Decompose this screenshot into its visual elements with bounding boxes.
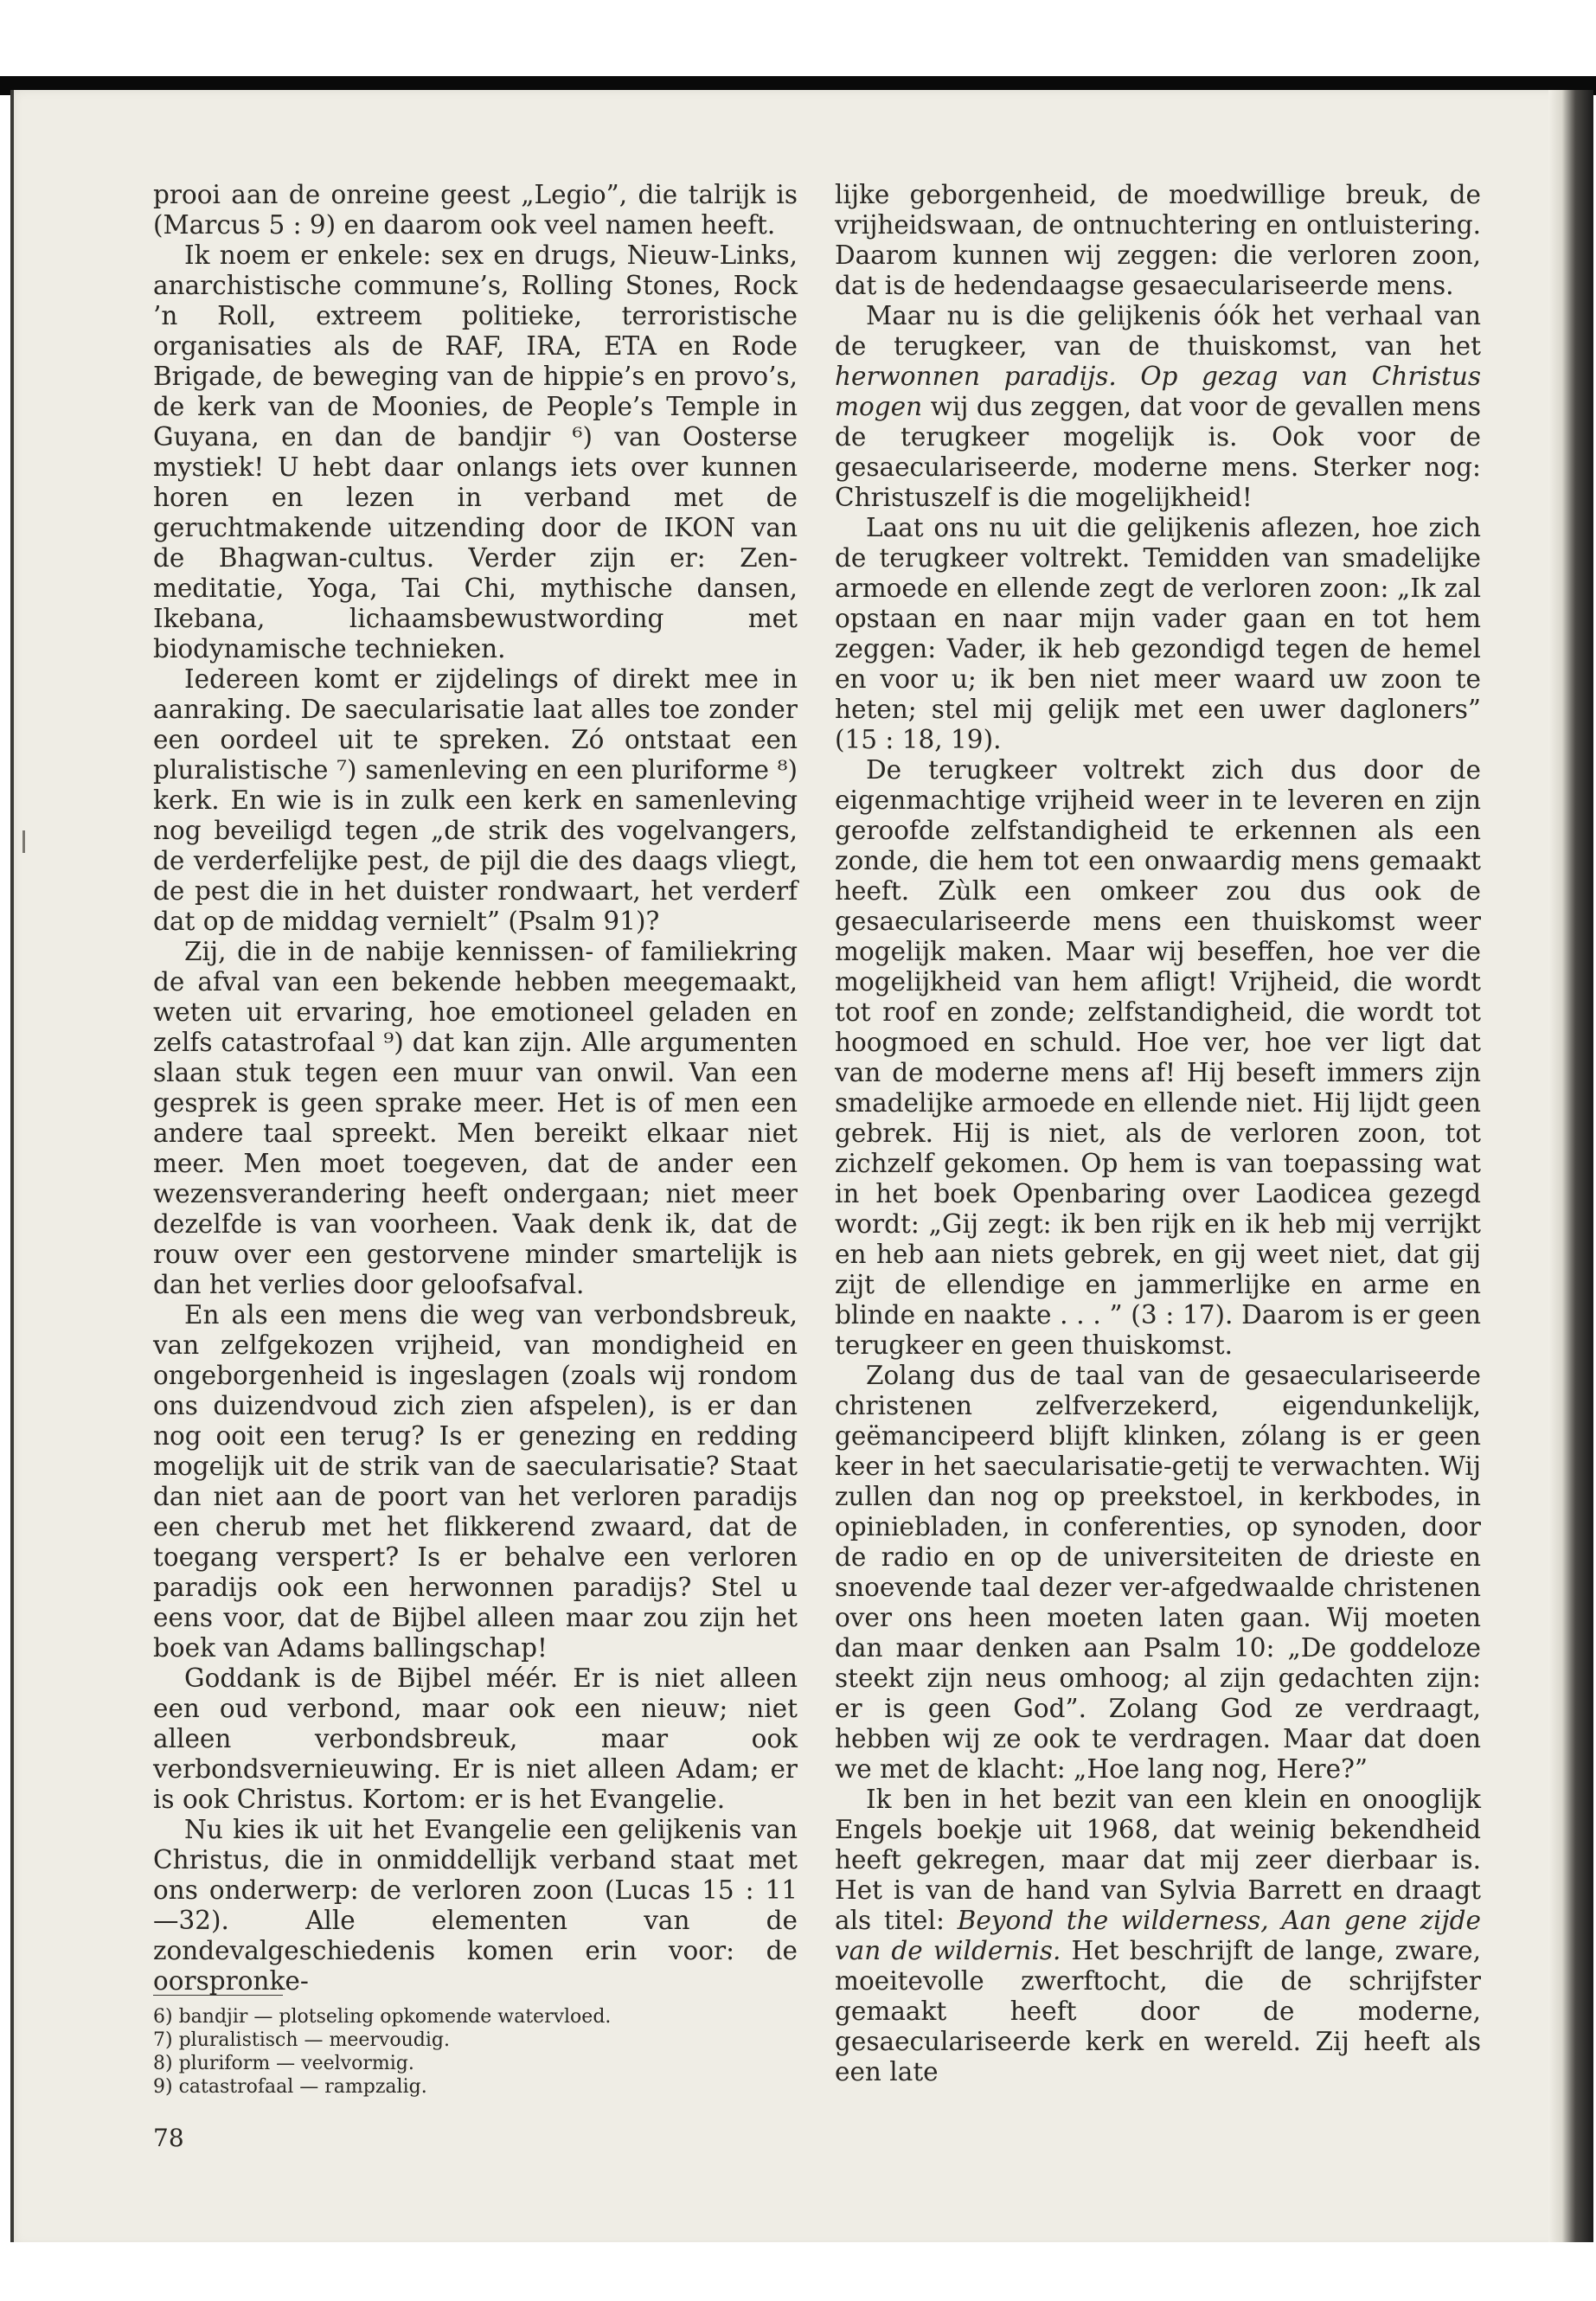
footnote: 9) catastrofaal — rampzalig. xyxy=(153,2076,427,2098)
book-spine-shadow xyxy=(1548,90,1593,2253)
left-text-column xyxy=(153,180,798,1997)
italic-text: herwonnen paradijs. Op gezag van Christus mogen xyxy=(835,362,1481,421)
paragraph-text: wij dus zeggen, dat voor de gevallen mens de terugkeer mogelijk is. Ook voor de gesaeculariseerde, moderne mens. Sterker nog: Christuszelf is die mogelijkheid! xyxy=(835,392,1481,512)
paragraph xyxy=(835,301,1481,513)
paragraph: Ik noem er enkele: sex en drugs, Nieuw-Links, anarchistische commune’s, Rolling Stones, Rock ’n Roll, extreem politieke, terroristische organisaties als de RAF, IRA, ETA en Rode Brigade, de beweging van de hippie’s en provo’s, de kerk van de Moonies, de People’s Temple in Guyana, en dan de bandjir ⁶) van Oosterse mystiek! U hebt daar onlangs iets over kunnen horen en lezen in verband met de geruchtmakende uitzending door de IKON van de Bhagwan-cultus. Verder zijn er: Zen-meditatie, Yoga, Tai Chi, mythische dansen, Ikebana, lichaamsbewustwording met biodynamische technieken. xyxy=(153,240,798,663)
footnote: 7) pluralistisch — meervoudig. xyxy=(153,2029,450,2051)
page-number: 78 xyxy=(153,2124,184,2152)
footnote: 6) bandjir — plotseling opkomende watervloed. xyxy=(153,2006,612,2028)
paragraph-text: Maar nu is die gelijkenis óók het verhaal van de terugkeer, van de thuiskomst, van het xyxy=(835,301,1481,361)
paragraph: Goddank is de Bijbel méér. Er is niet alleen een oud verbond, maar ook een nieuw; niet alleen verbondsbreuk, maar ook verbondsvernieuwing. Er is niet alleen Adam; er is ook Christus. Kortom: er is het Evangelie. xyxy=(153,1663,798,1814)
footnote: 8) pluriform — veelvormig. xyxy=(153,2053,414,2074)
paragraph: Zij, die in de nabije kennissen- of familiekring de afval van een bekende hebben meegemaakt, weten uit ervaring, hoe emotioneel geladen en zelfs catastrofaal ⁹) dat kan zijn. Alle argumenten slaan stuk tegen een muur van onwil. Van een gesprek is geen sprake meer. Het is of men een andere taal spreekt. Men bereikt elkaar niet meer. Men moet toegeven, dat de ander een wezensverandering heeft ondergaan; niet meer dezelfde is van voorheen. Vaak denk ik, dat de rouw over een gestorvene minder smartelijk is dan het verlies door geloofsafval. xyxy=(153,937,798,1299)
footnotes xyxy=(153,2005,798,2099)
paragraph: Laat ons nu uit die gelijkenis aflezen, hoe zich de terugkeer voltrekt. Temidden van smadelijke armoede en ellende zegt de verloren zoon: „Ik zal opstaan en naar mijn vader gaan en tot hem zeggen: Vader, ik heb gezondigd tegen de hemel en voor u; ik ben niet meer waard uw zoon te heten; stel mij gelijk met een uwer dagloners” (15 : 18, 19). xyxy=(835,513,1481,754)
scan-bottom-margin xyxy=(0,2242,1596,2301)
book-title-italic: Beyond the wilderness, Aan gene zijde van de wildernis. xyxy=(835,1906,1481,1965)
footnote-divider xyxy=(153,1995,283,1996)
paragraph: lijke geborgenheid, de moedwillige breuk, de vrijheidswaan, de ontnuchtering en ontluistering. Daarom kunnen wij zeggen: die verloren zoon, dat is de hedendaagse gesaeculariseerde mens. xyxy=(835,180,1481,300)
right-text-column xyxy=(835,180,1481,2087)
paragraph: prooi aan de onreine geest „Legio”, die talrijk is (Marcus 5 : 9) en daarom ook veel namen heeft. xyxy=(153,180,798,240)
paragraph: Zolang dus de taal van de gesaeculariseerde christenen zelfverzekerd, eigendunkelijk, geëmancipeerd blijft klinken, zólang is er geen keer in het saecularisatie-getij te verwachten. Wij zullen dan nog op preekstoel, in kerkbodes, in opiniebladen, in conferenties, op synoden, door de radio en op de universiteiten de drieste en snoevende taal dezer ver-afgedwaalde christenen over ons heen moeten laten gaan. Wij moeten dan maar denken aan Psalm 10: „De goddeloze steekt zijn neus omhoog; al zijn gedachten zijn: er is geen God”. Zolang God ze verdraagt, hebben wij ze ook te verdragen. Maar dat doen we met de klacht: „Hoe lang nog, Here?” xyxy=(835,1361,1481,1784)
paragraph-text: Het beschrijft de lange, zware, moeitevolle zwerftocht, die de schrijfster gemaakt heeft door de moderne, gesaeculariseerde kerk en wereld. Zij heeft als een late xyxy=(835,1936,1481,2086)
paragraph: Iedereen komt er zijdelings of direkt mee in aanraking. De saecularisatie laat alles toe zonder een oordeel uit te spreken. Zó ontstaat een pluralistische ⁷) samenleving en een pluriforme ⁸) kerk. En wie is in zulk een kerk en samenleving nog beveiligd tegen „de strik des vogelvangers, de verderfelijke pest, de pijl die des daags vliegt, de pest die in het duister rondwaart, het verderf dat op de middag vernielt” (Psalm 91)? xyxy=(153,664,798,936)
paragraph: En als een mens die weg van verbondsbreuk, van zelfgekozen vrijheid, van mondigheid en ongeborgenheid is ingeslagen (zoals wij rondom ons duizendvoud zich zien afspelen), is er dan nog ooit een terug? Is er genezing en redding mogelijk uit de strik van de saecularisatie? Staat dan niet aan de poort van het verloren paradijs een cherub met het flikkerend zwaard, dat de toegang verspert? Is er behalve een verloren paradijs ook een herwonnen paradijs? Stel u eens voor, dat de Bijbel alleen maar zou zijn het boek van Adams ballingschap! xyxy=(153,1300,798,1663)
paragraph: Nu kies ik uit het Evangelie een gelijkenis van Christus, die in onmiddellijk verband staat met ons onderwerp: de verloren zoon (Lucas 15 : 11—32). Alle elementen van de zondevalgeschiedenis komen erin voor: de oorspronke- xyxy=(153,1815,798,1996)
margin-mark xyxy=(22,830,25,853)
paragraph: De terugkeer voltrekt zich dus door de eigenmachtige vrijheid weer in te leveren en zijn geroofde zelfstandigheid te erkennen als een zonde, die hem tot een onwaardig mens gemaakt heeft. Zùlk een omkeer zou dus ook de gesaeculariseerde mens een thuiskomst weer mogelijk maken. Maar wij beseffen, hoe ver die mogelijkheid van hem afligt! Vrijheid, die wordt tot roof en zonde; zelfstandigheid, die wordt tot hoogmoed en schuld. Hoe ver, hoe ver ligt dat van de moderne mens af! Hij beseft immers zijn smadelijke armoede en ellende niet. Hij lijdt geen gebrek. Hij is niet, als de verloren zoon, tot zichzelf gekomen. Op hem is van toepassing wat in het boek Openbaring over Laodicea gezegd wordt: „Gij zegt: ik ben rijk en ik heb mij verrijkt en heb aan niets gebrek, en gij weet niet, dat gij zijt de ellendige en jammerlijke en arme en blinde en naakte . . . ” (3 : 17). Daarom is er geen terugkeer en geen thuiskomst. xyxy=(835,755,1481,1360)
paragraph-text: Ik ben in het bezit van een klein en onooglijk Engels boekje uit 1968, dat weinig bekendheid heeft gekregen, maar dat mij zeer dierbaar is. Het is van de hand van Sylvia Barrett en draagt als titel: xyxy=(835,1785,1481,1935)
paragraph xyxy=(835,1785,1481,2087)
